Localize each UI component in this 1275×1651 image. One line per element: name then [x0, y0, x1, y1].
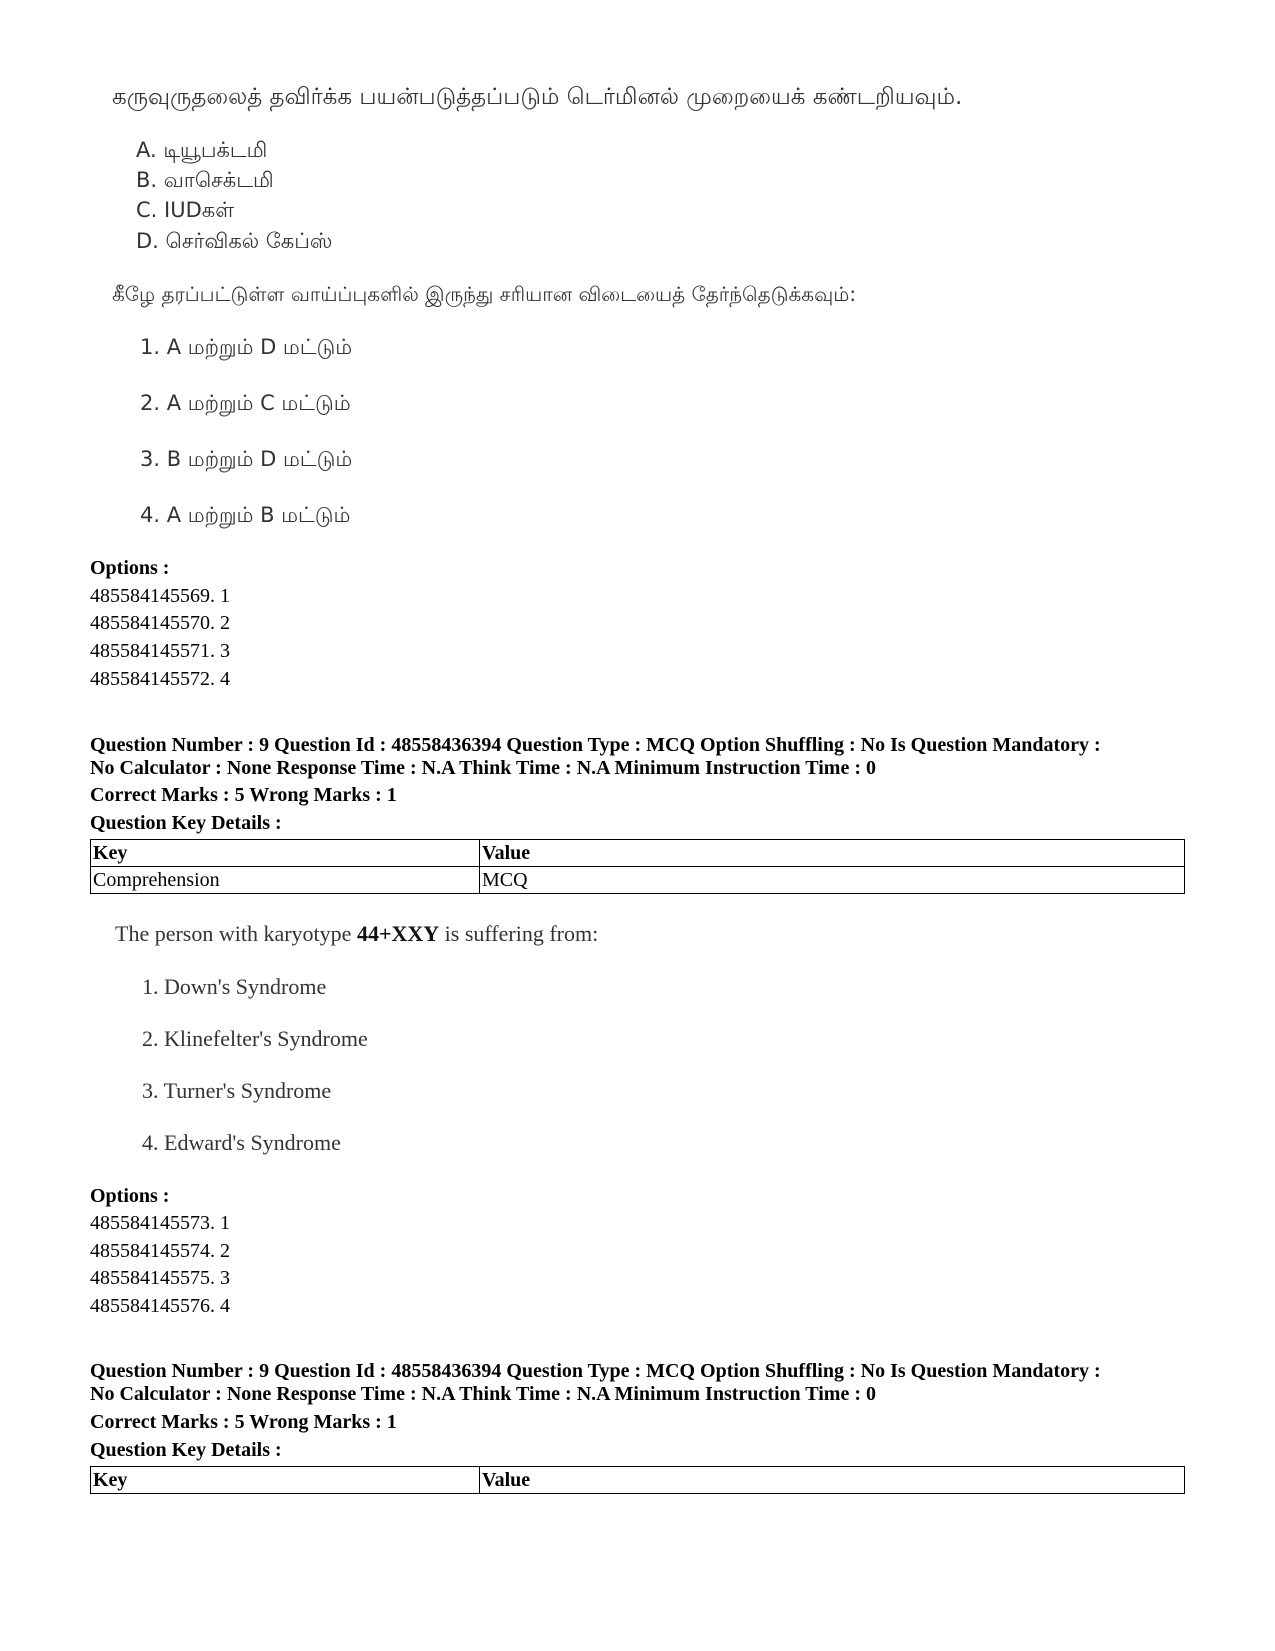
options-label: Options :	[90, 557, 170, 579]
key-details-table	[90, 839, 1185, 894]
option-item: 485584145576. 4	[90, 1295, 230, 1317]
key-details-label: Question Key Details :	[90, 812, 282, 834]
question-item: A. டியூபக்டமி	[136, 138, 268, 162]
table-header-key: Key	[91, 840, 480, 867]
option-item: 485584145569. 1	[90, 585, 230, 607]
question-stem-pre: The person with karyotype	[115, 921, 357, 946]
question-choice: 1. A மற்றும் D மட்டும்	[140, 335, 353, 359]
option-item: 485584145574. 2	[90, 1240, 230, 1262]
key-details-label: Question Key Details :	[90, 1439, 282, 1461]
table-header-value: Value	[480, 840, 1185, 867]
question-stem	[115, 921, 598, 947]
table-header-row	[91, 840, 1185, 867]
question-meta-line: Question Number : 9 Question Id : 48558436394 Question Type : MCQ Option Shuffling : No Is Question Mandatory :	[90, 734, 1101, 756]
option-item: 485584145575. 3	[90, 1267, 230, 1289]
table-cell-value: MCQ	[480, 867, 1185, 894]
table-cell-key: Comprehension	[91, 867, 480, 894]
option-item: 485584145571. 3	[90, 640, 230, 662]
question-choice: 4. A மற்றும் B மட்டும்	[140, 503, 351, 527]
question-choice: 4. Edward's Syndrome	[142, 1130, 341, 1155]
table-header-key: Key	[91, 1467, 480, 1494]
question-item: C. IUDகள்	[136, 198, 235, 222]
question-item: B. வாசெக்டமி	[136, 168, 274, 192]
question-stem-karyotype: 44+XXY	[356, 921, 440, 946]
question-stem-post: is suffering from:	[439, 921, 599, 946]
option-item: 485584145570. 2	[90, 612, 230, 634]
option-item: 485584145573. 1	[90, 1212, 230, 1234]
question-choice: 2. A மற்றும் C மட்டும்	[140, 391, 351, 415]
question-stem: கருவுருதலைத் தவிர்க்க பயன்படுத்தப்படும் டெர்மினல் முறையைக் கண்டறியவும்.	[112, 84, 963, 110]
question-meta-line: No Calculator : None Response Time : N.A Think Time : N.A Minimum Instruction Time : 0	[90, 757, 876, 779]
table-row	[91, 867, 1185, 894]
question-meta-line: Question Number : 9 Question Id : 48558436394 Question Type : MCQ Option Shuffling : No Is Question Mandatory :	[90, 1360, 1101, 1382]
question-choice: 1. Down's Syndrome	[142, 974, 327, 999]
marks-line: Correct Marks : 5 Wrong Marks : 1	[90, 1411, 397, 1433]
question-choice: 3. B மற்றும் D மட்டும்	[140, 447, 353, 471]
table-header-value: Value	[480, 1467, 1185, 1494]
options-label: Options :	[90, 1185, 170, 1207]
question-choice: 3. Turner's Syndrome	[142, 1078, 332, 1103]
option-item: 485584145572. 4	[90, 668, 230, 690]
question-choice: 2. Klinefelter's Syndrome	[142, 1026, 368, 1051]
question-meta-line: No Calculator : None Response Time : N.A Think Time : N.A Minimum Instruction Time : 0	[90, 1383, 876, 1405]
question-item: D. செர்விகல் கேப்ஸ்	[136, 229, 333, 253]
table-header-row	[91, 1467, 1185, 1494]
marks-line: Correct Marks : 5 Wrong Marks : 1	[90, 784, 397, 806]
question-instruction: கீழே தரப்பட்டுள்ள வாய்ப்புகளில் இருந்து சரியான விடையைத் தேர்ந்தெடுக்கவும்:	[112, 282, 857, 306]
key-details-table	[90, 1466, 1185, 1494]
